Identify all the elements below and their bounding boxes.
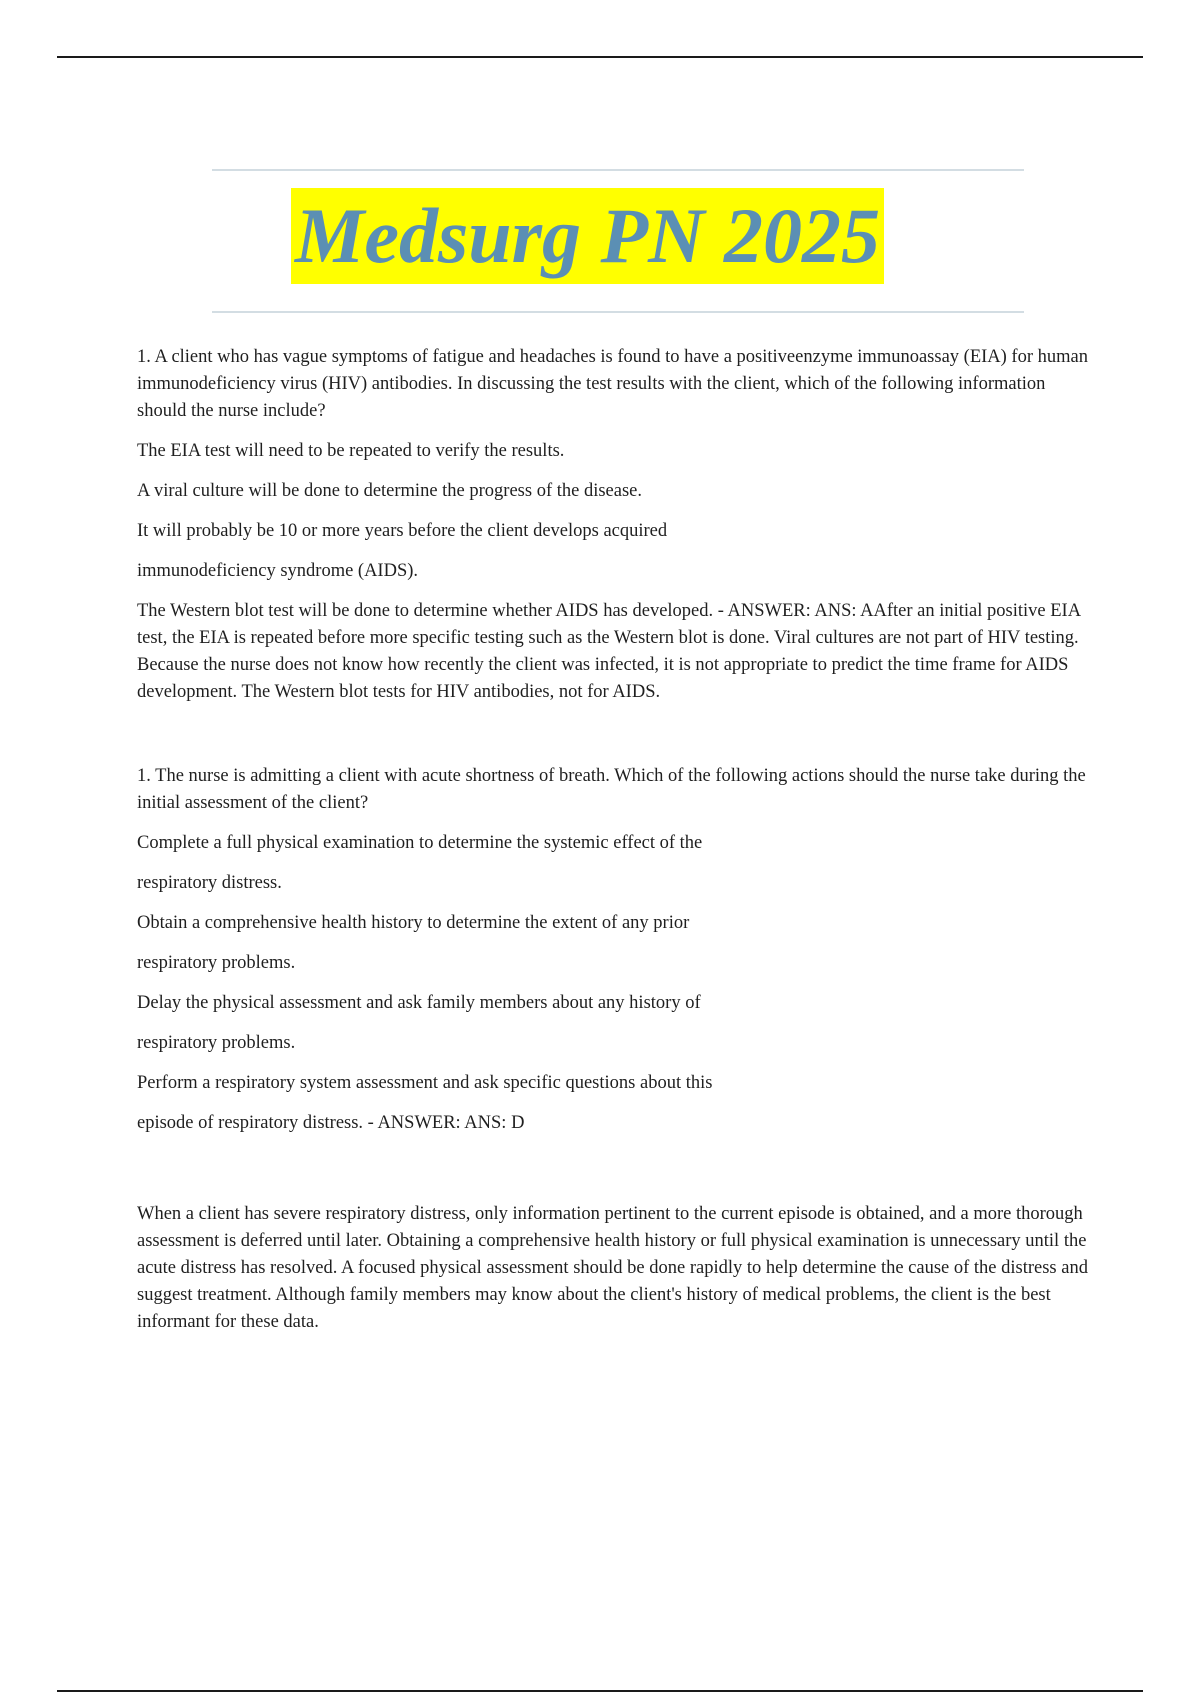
question-2-rationale: When a client has severe respiratory distress, only information pertinent to the current episode is obtained, and a more thorough assessment is deferred until later. Obtaining a comprehensive health history or full physical examination is unnecessary until the acute distress has resolved. A focused physical assessment should be done rapidly to help determine the cause of the distress and suggest treatment. Although family members may know about the client's history of medical problems, the client is the best informant for these data. [137, 1204, 1088, 1332]
question-1-option-c-line-1: It will probably be 10 or more years before the client develops acquired [137, 521, 668, 541]
page-bottom-rule [57, 1690, 1143, 1692]
page-top-rule [57, 56, 1143, 58]
question-2-option-b-line-2: respiratory problems. [137, 953, 296, 973]
title-upper-rule [212, 169, 1024, 171]
title-block [0, 188, 1200, 284]
question-1-option-b: A viral culture will be done to determine the progress of the disease. [137, 481, 643, 501]
question-2-option-a-line-1: Complete a full physical examination to determine the systemic effect of the [137, 833, 703, 853]
question-2 [137, 763, 1097, 1336]
rationale-spacer [137, 1150, 1097, 1201]
question-2-option-c-line-2: respiratory problems. [137, 1033, 296, 1053]
question-1-option-c-line-2: immunodeficiency syndrome (AIDS). [137, 561, 419, 581]
question-2-option-a-line-2: respiratory distress. [137, 873, 282, 893]
question-2-option-d-line-1: Perform a respiratory system assessment and ask specific questions about this [137, 1073, 713, 1093]
document-title: Medsurg PN 2025 [291, 188, 884, 284]
question-1-option-a: The EIA test will need to be repeated to verify the results. [137, 441, 565, 461]
question-2-option-b-line-1: Obtain a comprehensive health history to determine the extent of any prior [137, 913, 690, 933]
question-2-stem: 1. The nurse is admitting a client with acute shortness of breath. Which of the following actions should the nurse take during the initial assessment of the client? [137, 766, 1086, 813]
title-lower-rule [212, 311, 1024, 313]
question-1-stem: 1. A client who has vague symptoms of fatigue and headaches is found to have a positiveenzyme immunoassay (EIA) for human immunodeficiency virus (HIV) antibodies. In discussing the test results with the client, which of the following information should the nurse include? [137, 347, 1088, 421]
document-body [137, 344, 1097, 1349]
question-2-option-d-line-2-answer: episode of respiratory distress. - ANSWER: ANS: D [137, 1113, 525, 1133]
question-2-option-c-line-1: Delay the physical assessment and ask family members about any history of [137, 993, 701, 1013]
section-spacer [137, 719, 1097, 763]
question-1-option-d-answer: The Western blot test will be done to determine whether AIDS has developed. - ANSWER: ANS: AAfter an initial positive EIA test, the EIA is repeated before more specific testing such as the Western blot is done. Viral cultures are not part of HIV testing. Because the nurse does not know how recently the client was infected, it is not appropriate to predict the time frame for AIDS development. The Western blot tests for HIV antibodies, not for AIDS. [137, 601, 1081, 702]
question-1 [137, 344, 1097, 706]
